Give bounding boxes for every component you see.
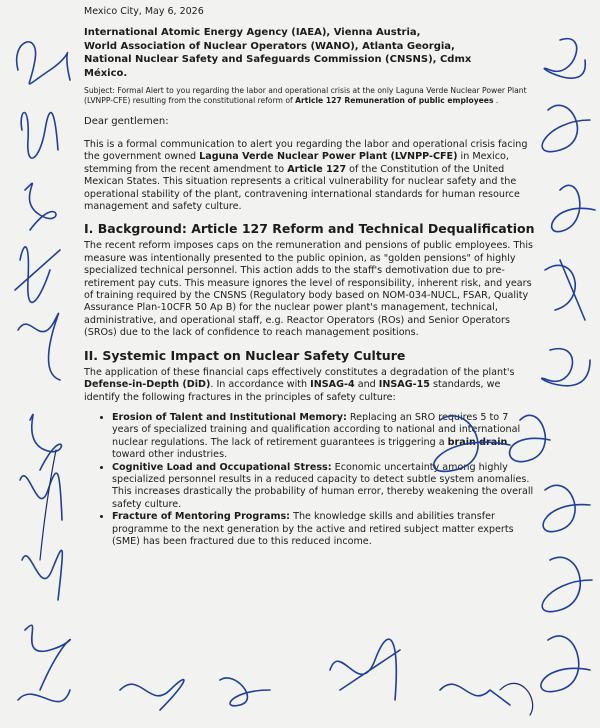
- bold-text: brain drain: [447, 436, 508, 448]
- signature-scribble: [20, 473, 62, 520]
- signature-scribble: [541, 636, 590, 692]
- bold-text: Article 127: [287, 163, 347, 175]
- recipient-line: México.: [84, 67, 128, 79]
- body-text: of the Constitution of the United Mexican States. This situation represents a critical vulnerability for nuclear safety and the operational stability of the plant, contravening international standards for human resource management and safety culture.: [84, 163, 520, 213]
- signature-scribble: [542, 349, 590, 386]
- signature-scribble: [17, 42, 70, 84]
- subject-prefix: Subject: Formal Alert to you regarding the labor and operational crisis at the only Laguna Verde Nuclear Power Plant (LVNPP-CFE) resulting from the constitutional reform of: [84, 86, 527, 105]
- letter-content: [84, 6, 536, 548]
- bold-text: Cognitive Load and Occupational Stress:: [112, 461, 332, 473]
- signature-scribble: [500, 683, 533, 715]
- bold-text: Fracture of Mentoring Programs:: [112, 511, 291, 523]
- subject-bold: Article 127 Remuneration of public employees: [295, 96, 494, 105]
- signature-scribble: [330, 639, 400, 700]
- bold-text: Laguna Verde Nuclear Power Plant (LVNPP-CFE): [199, 151, 458, 163]
- signature-scribble: [220, 678, 270, 706]
- recipient-line: World Association of Nuclear Operators (WANO), Atlanta Georgia,: [84, 40, 455, 52]
- section-2-heading: II. Systemic Impact on Nuclear Safety Culture: [84, 347, 406, 363]
- subject-suffix: .: [493, 96, 499, 105]
- body-text: in Mexico, stemming from the recent amendment to: [84, 151, 509, 175]
- body-text: Replacing an SRO requires 5 to 7 years of specialized training and qualification according to national and international nuclear regulations. The lack of retirement guarantees is triggering a: [112, 411, 521, 448]
- signature-scribble: [120, 680, 184, 710]
- signature-scribble: [544, 39, 585, 79]
- signature-scribble: [18, 313, 60, 380]
- signature-scribble: [440, 684, 510, 705]
- signature-scribble: [552, 185, 595, 231]
- recipients-block: [84, 26, 536, 80]
- signature-scribble: [21, 113, 58, 159]
- signature-scribble: [22, 550, 62, 600]
- recipient-line: National Nuclear Safety and Safeguards Commission (CNSNS), Cdmx: [84, 54, 472, 65]
- body-text: The application of these financial caps effectively constitutes a degradation of the plant's: [84, 366, 515, 378]
- section-2-intro: [84, 367, 536, 404]
- bold-text: INSAG-15: [378, 379, 430, 391]
- body-text: and: [354, 379, 379, 391]
- safety-fracture-list: [84, 412, 536, 548]
- body-text: Economic uncertainty among highly specialized personnel results in a reduced capacity to detect subtle system anomalies. This increases drastically the probability of human error, thereby weakening the overall safety culture.: [112, 461, 534, 510]
- signature-scribble: [543, 485, 590, 531]
- section-1-body: The recent reform imposes caps on the remuneration and pensions of public employees. This measure was intentionally presented to the public opinion, as "golden pensions" of highly specialized technical personnel. This action adds to the staff's demotivation due to pre-retirement pay cuts. This measure ignores the level of responsibility, inherent risk, and years of training required by the CNSNS (Regulatory body based on NOM-034-NUCL, FSAR, Quality Assurance Plan-10CFR 50 Ap B) for the nuclear power plant's management, technical, administrative, and operational staff, e.g. Reactor Operators (ROs) and Senior Operators (SROs) due to the lack of confidence to reach management positions.: [84, 240, 534, 339]
- body-text: . In accordance with: [210, 379, 311, 391]
- signature-scribble: [545, 260, 585, 320]
- list-item: [112, 462, 536, 512]
- signature-scribble: [15, 247, 60, 303]
- signature-scribble: [25, 183, 56, 230]
- list-item: [112, 511, 536, 548]
- recipient-line: International Atomic Energy Agency (IAEA), Vienna Austria,: [84, 27, 421, 38]
- bold-text: Defense-in-Depth (DiD): [84, 379, 211, 391]
- list-item: [112, 412, 536, 462]
- body-text: toward other industries.: [112, 449, 228, 461]
- bold-text: Erosion of Talent and Institutional Memory:: [112, 411, 347, 423]
- greeting: Dear gentlemen:: [84, 116, 169, 127]
- bold-text: INSAG-4: [310, 379, 355, 391]
- letter-date: Mexico City, May 6, 2026: [84, 6, 204, 17]
- intro-paragraph: [84, 139, 536, 213]
- body-text: standards, we identify the following fractures in the principles of safety culture:: [84, 379, 501, 403]
- subject-line: [84, 86, 536, 106]
- signature-scribble: [30, 414, 61, 470]
- signature-scribble: [25, 625, 70, 690]
- section-1-heading: I. Background: Article 127 Reform and Technical Dequalification: [84, 221, 535, 237]
- signature-scribble: [542, 105, 590, 151]
- signature-scribble: [18, 690, 70, 702]
- body-text: The knowledge skills and abilities transfer programme to the next generation by the active and retired subject matter experts (SME) has been fractured due to this reduced income.: [112, 511, 514, 547]
- signature-scribble: [40, 450, 56, 560]
- signature-scribble: [542, 557, 592, 611]
- body-text: This is a formal communication to alert you regarding the labor and operational crisis facing the government owned: [84, 139, 528, 163]
